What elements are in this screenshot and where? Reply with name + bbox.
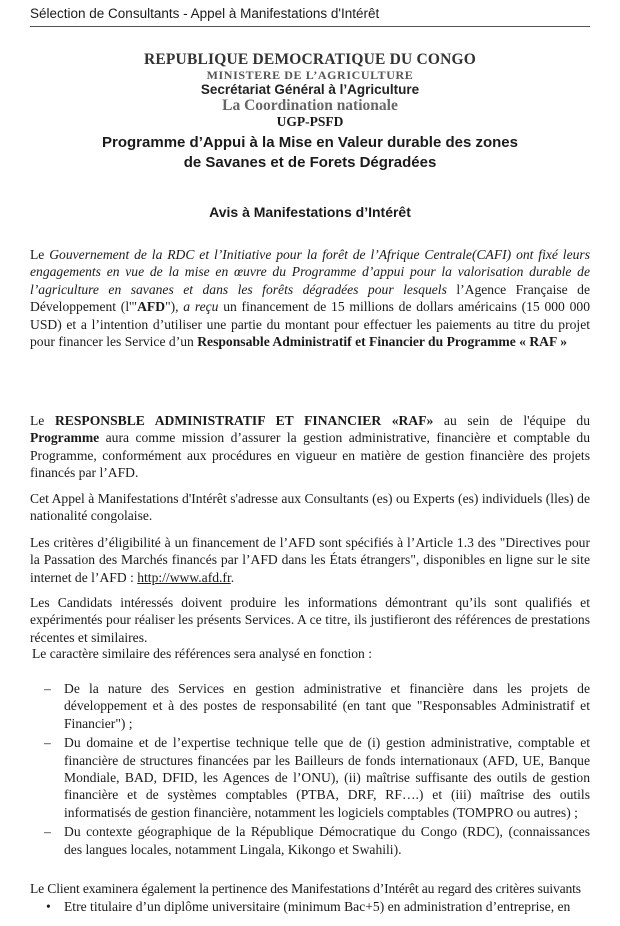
header-coordination: La Coordination nationale xyxy=(222,97,398,114)
list-item xyxy=(30,898,590,915)
list-item-text: De la nature des Services en gestion administrative et financière dans les projets de développement et à des postes de responsabilité (en tant que "Responsables Administratif et Financier") ; xyxy=(64,681,590,731)
dash-mark: – xyxy=(44,824,51,840)
document-header xyxy=(0,52,620,173)
p1-bold-position: Responsable Administratif et Financier du Programme « RAF » xyxy=(197,334,567,350)
p1-text-c: l’Agence Française de Développement (l'" xyxy=(30,281,590,315)
program-title-line-2: de Savanes et de Forets Dégradées xyxy=(183,154,437,171)
running-head: Sélection de Consultants - Appel à Manifestations d'Intérêt xyxy=(30,6,590,27)
p1-text-e: "), xyxy=(165,299,184,315)
list-item xyxy=(30,823,590,858)
paragraph-audience: Cet Appel à Manifestations d'Intérêt s'adresse aux Consultants (es) ou Experts (es) individuels (lles) de nationalité congolaise. xyxy=(30,491,590,524)
paragraph-eligibility xyxy=(30,534,590,586)
p1-text-g: un financement de 15 millions de dollars américains (15 000 000 USD) et a l’intention d’utiliser une partie du montant pour effectuer les paiements au titre du projet pour financer les Service d’un xyxy=(30,299,590,350)
similarity-criteria-list xyxy=(30,680,590,860)
p4-text-b: . xyxy=(230,569,235,585)
header-ministry: MINISTERE DE L’AGRICULTURE xyxy=(206,68,414,82)
paragraph-client-review: Le Client examinera également la pertinence des Manifestations d’Intérêt au regard des critères suivants xyxy=(30,881,581,896)
list-item-text: Etre titulaire d’un diplôme universitaire (minimum Bac+5) en administration d’entreprise, en xyxy=(64,899,571,914)
qualification-criteria-list xyxy=(30,898,590,915)
p1-italic-b: Gouvernement de la RDC et l’Initiative pour la forêt de l’Afrique Centrale(CAFI) ont fixé leurs engagements en vue de la mise en œuvre du Programme d’appui pour la valorisation durable de l’agriculture en savanes et dans les forêts dégradées pour lesquels xyxy=(30,247,590,297)
list-item xyxy=(30,680,590,732)
p2-bold-raf: RESPONSBLE ADMINISTRATIF ET FINANCIER «RAF» xyxy=(54,413,434,428)
p4-text-a: Les critères d’éligibilité à un financement de l’AFD sont spécifiés à l’Article 1.3 des "Directives pour la Passation des Marchés financés par l’AFD dans les États étrangers", disponibles en ligne sur le site internet de l’AFD : xyxy=(30,535,590,585)
header-unit: UGP-PSFD xyxy=(276,114,344,129)
p2-bold-programme: Programme xyxy=(30,430,100,446)
paragraph-context xyxy=(30,246,590,350)
list-item-text: Du contexte géographique de la République Démocratique du Congo (RDC), (connaissances des langues locales, notamment Lingala, Kikongo et Swahili). xyxy=(64,824,590,857)
p2-text-a: Le xyxy=(30,413,55,428)
notice-title: Avis à Manifestations d’Intérêt xyxy=(209,204,411,220)
bullet-mark: • xyxy=(46,899,51,914)
list-item xyxy=(30,734,590,821)
program-title xyxy=(0,133,620,173)
p1-italic-f: a reçu xyxy=(183,299,219,315)
program-title-line-1: Programme d’Appui à la Mise en Valeur durable des zones xyxy=(102,134,518,151)
p1-bold-afd: AFD xyxy=(137,299,166,315)
p2-text-e: aura comme mission d’assurer la gestion administrative, financière et comptable du Programme, conformément aux procédures en vigueur en matière de gestion financière des projets financés par l’AFD. xyxy=(30,430,590,481)
list-item-text: Du domaine et de l’expertise technique telle que de (i) gestion administrative, comptable et financière de structures financées par les Bailleurs de fonds internationaux (AFD, UE, Banque Mondiale, BAD, DFID, les Agences de l’ONU), (ii) maîtrise suffisante des outils de gestion financière et de systèmes comptables (PTBA, DRF, RF….) et (iii) maîtrise des outils informatisés de gestion financière, notamment les logiciels comptables (TOMPRO ou autres) ; xyxy=(64,735,590,820)
dash-mark: – xyxy=(44,681,51,696)
header-country: REPUBLIQUE DEMOCRATIQUE DU CONGO xyxy=(143,51,477,68)
dash-mark: – xyxy=(44,735,51,751)
afd-website-link[interactable]: http://www.afd.fr xyxy=(137,569,231,585)
paragraph-candidates: Les Candidats intéressés doivent produire les informations démontrant qu’ils sont qualifiés et expérimentés pour réaliser les présents Services. A ce titre, ils justifieront des références de prestations récentes et similaires. xyxy=(30,595,590,645)
p2-text-c: au sein de l'équipe du xyxy=(433,413,590,428)
paragraph-similarity: Le caractère similaire des références sera analysé en fonction : xyxy=(32,646,373,661)
header-secretariat: Secrétariat Général à l’Agriculture xyxy=(200,82,420,97)
paragraph-mission xyxy=(30,412,590,482)
p1-text-a: Le xyxy=(30,247,50,262)
